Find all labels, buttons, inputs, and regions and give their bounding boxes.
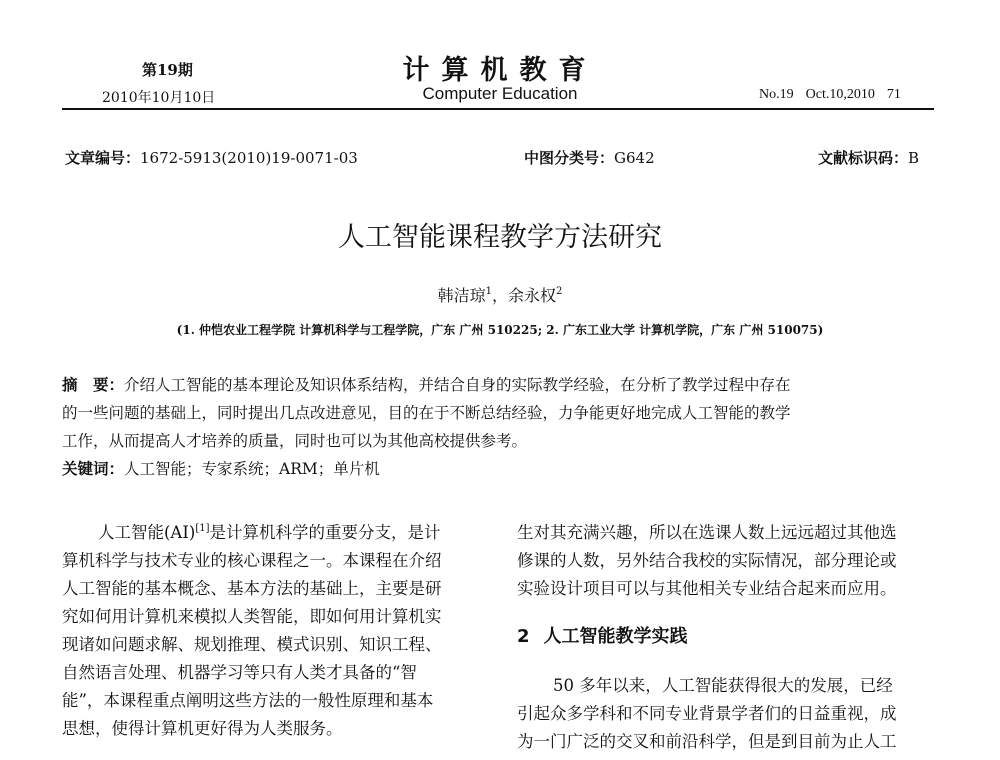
abstract-line: 工作，从而提高人才培养的质量，同时也可以为其他高校提供参考。: [62, 432, 528, 450]
body-line: 为一门广泛的交叉和前沿科学，但是到目前为止人工: [517, 732, 897, 751]
classification-number: [524, 147, 655, 168]
body-text: 是计算机科学的重要分支，是计: [209, 523, 441, 542]
article-number-label: 文章编号：: [65, 149, 141, 167]
body-line: 思想，使得计算机更好得为人类服务。: [62, 719, 343, 738]
affiliations: (1. 仲恺农业工程学院 计算机科学与工程学院，广东 广州 510225; 2. 广东工业大学 计算机学院，广东 广州 510075): [176, 323, 824, 337]
body-line: 人工智能的基本概念、基本方法的基础上，主要是研: [62, 579, 442, 598]
classification-label: 中图分类号：: [524, 149, 615, 167]
author-separator: ，: [491, 286, 508, 305]
keywords-label: 关键词：: [62, 460, 125, 478]
body-text: 人工智能(AI): [98, 523, 196, 542]
publication-date-en: Oct.10,2010: [805, 87, 875, 102]
body-line: 自然语言处理、机器学习等只有人类才具备的“智: [62, 663, 417, 682]
body-line: 实验设计项目可以与其他相关专业结合起来而应用。: [517, 579, 897, 598]
abstract-text: 介绍人工智能的基本理论及知识体系结构，并结合自身的实际教学经验，在分析了教学过程中存在: [124, 376, 791, 394]
author-list: [0, 283, 1000, 306]
body-line: 引起众多学科和不同专业背景学者们的日益重视，成: [517, 704, 897, 723]
paper-title: 人工智能课程教学方法研究: [338, 222, 662, 253]
section-number: 2: [517, 626, 530, 647]
article-number-value: 1672-5913(2010)19-0071-03: [140, 149, 358, 167]
document-code-value: B: [908, 149, 920, 167]
issue-number-en: No.19: [759, 87, 794, 102]
body-line: 现诸如问题求解、规划推理、模式识别、知识工程、: [62, 635, 442, 654]
section-heading: [517, 622, 688, 648]
author-name: 韩洁琼: [437, 286, 486, 305]
section-title: 人工智能教学实践: [543, 626, 688, 647]
header-issue-info: [759, 87, 901, 103]
body-line: 究如何用计算机来模拟人类智能，即如何用计算机实: [62, 607, 442, 626]
publication-date: 2010年10月10日: [102, 90, 216, 106]
issue-number: 第19期: [142, 61, 193, 79]
abstract-line: 的一些问题的基础上，同时提出几点改进意见，目的在于不断总结经验，力争能更好地完成人工智能的教学: [62, 404, 791, 422]
body-line: 算机科学与技术专业的核心课程之一。本课程在介绍: [62, 551, 442, 570]
body-line: 生对其充满兴趣，所以在选课人数上远远超过其他选: [517, 523, 897, 542]
author-affiliation-mark: 2: [556, 286, 563, 297]
author-affiliation-mark: 1: [485, 286, 492, 297]
abstract-label: 摘 要：: [62, 376, 125, 394]
keywords-value: 人工智能；专家系统；ARM；单片机: [124, 460, 380, 478]
body-line: 50 多年以来，人工智能获得很大的发展，已经: [553, 676, 893, 695]
citation: [1]: [195, 523, 210, 534]
article-number: [65, 147, 358, 168]
page-number: 71: [886, 87, 901, 102]
body-line: 能”，本课程重点阐明这些方法的一般性原理和基本: [62, 691, 434, 710]
journal-title-en: Computer Education: [422, 84, 578, 103]
keywords: [62, 457, 380, 479]
author-name: 余永权: [508, 286, 557, 305]
journal-title-cn: 计算机教育: [402, 55, 598, 86]
document-code: [818, 147, 919, 168]
document-code-label: 文献标识码：: [818, 149, 909, 167]
abstract-line: [62, 373, 791, 395]
body-line: [98, 519, 440, 543]
body-line: 修课的人数，另外结合我校的实际情况，部分理论或: [517, 551, 897, 570]
classification-value: G642: [614, 149, 655, 167]
header-divider: [62, 108, 934, 110]
